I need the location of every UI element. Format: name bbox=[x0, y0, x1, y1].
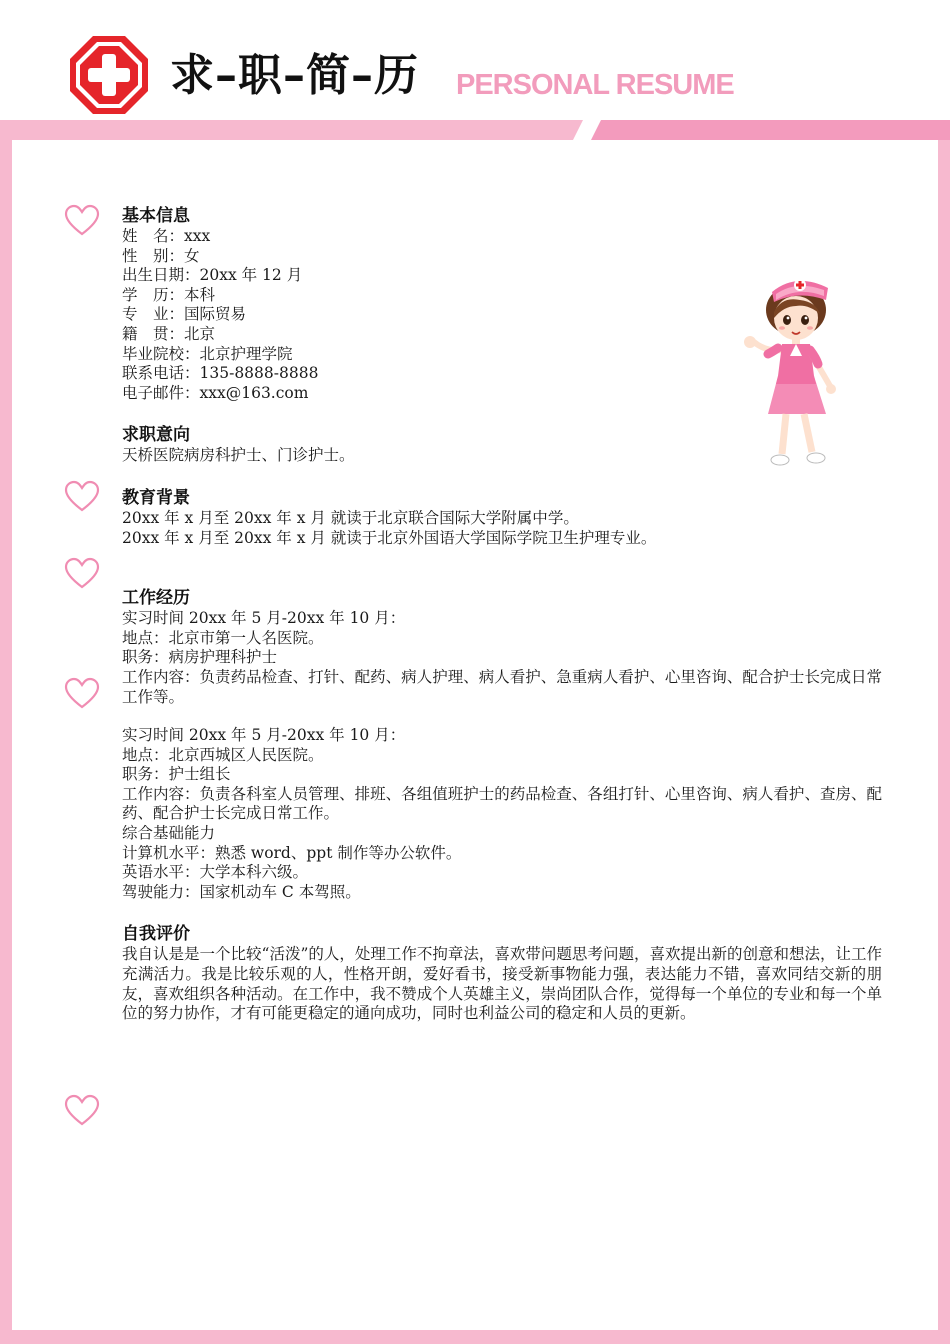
header-band bbox=[0, 120, 950, 140]
job1-period: 实习时间 20xx 年 5 月-20xx 年 10 月： bbox=[122, 609, 406, 628]
intent-text: 天桥医院病房科护士、门诊护士。 bbox=[122, 446, 355, 465]
section-title: 自我评价 bbox=[122, 924, 190, 945]
info-phone: 联系电话：135-8888-8888 bbox=[122, 364, 319, 383]
job2-period: 实习时间 20xx 年 5 月-20xx 年 10 月： bbox=[122, 726, 406, 745]
heart-icon bbox=[64, 557, 100, 589]
section-basic-info bbox=[122, 205, 882, 403]
section-title: 教育背景 bbox=[122, 487, 190, 508]
job1-place: 地点：北京市第一人名医院。 bbox=[122, 628, 324, 647]
skill-driving: 驾驶能力：国家机动车 C 本驾照。 bbox=[122, 882, 361, 901]
job2-place: 地点：北京西城区人民医院。 bbox=[122, 745, 324, 764]
resume-content bbox=[122, 205, 882, 1024]
info-hometown: 籍 贯：北京 bbox=[122, 324, 216, 343]
info-name: 姓 名：xxx bbox=[122, 227, 211, 245]
info-gender: 性 别：女 bbox=[122, 246, 200, 265]
section-title: 工作经历 bbox=[122, 588, 190, 609]
section-education bbox=[122, 487, 882, 548]
section-title: 求职意向 bbox=[122, 425, 190, 446]
heart-icon bbox=[64, 677, 100, 709]
skill-computer: 计算机水平：熟悉 word、ppt 制作等办公软件。 bbox=[122, 843, 462, 862]
frame-right bbox=[938, 140, 950, 1344]
resume-header bbox=[0, 0, 950, 120]
skill-english: 英语水平：大学本科六级。 bbox=[122, 863, 309, 882]
info-school: 毕业院校：北京护理学院 bbox=[122, 344, 293, 363]
page-subtitle: PERSONAL RESUME bbox=[456, 69, 734, 101]
job2-role: 职务：护士组长 bbox=[122, 765, 231, 784]
frame-left bbox=[0, 140, 12, 1344]
section-title: 基本信息 bbox=[122, 206, 190, 226]
frame-bottom bbox=[0, 1330, 950, 1344]
info-email: 电子邮件：xxx@163.com bbox=[122, 383, 309, 402]
self-evaluation-text: 我自认是是一个比较“活泼”的人，处理工作不拘章法，喜欢带问题思考问题，喜欢提出新的创意和想法，让工作充满活力。我是比较乐观的人，性格开朗，爱好看书，接受新事物能力强，表达能力不错，喜欢同结交新的朋友，喜欢组织各种活动。在工作中，我不赞成个人英雄主义，崇尚团队合作，觉得每一个单位的专业和每一个单位的努力协作，才有可能更稳定的通向成功，同时也利益公司的稳定和人员的更新。 bbox=[122, 945, 882, 1023]
page-title: 求–职–简–历 bbox=[170, 50, 419, 101]
education-line: 20xx 年 x 月至 20xx 年 x 月 就读于北京外国语大学国际学院卫生护理专业。 bbox=[122, 528, 657, 547]
section-self-evaluation bbox=[122, 923, 882, 1023]
info-degree: 学 历：本科 bbox=[122, 285, 216, 304]
info-birth: 出生日期：20xx 年 12 月 bbox=[122, 266, 303, 285]
job2-duty: 工作内容：负责各科室人员管理、排班、各组值班护士的药品检查、各组打针、心里咨询、病人看护、查房、配药、配合护士长完成日常工作。 bbox=[122, 784, 882, 823]
heart-icon bbox=[64, 1094, 100, 1126]
job1-role: 职务：病房护理科护士 bbox=[122, 648, 278, 667]
section-job-intent bbox=[122, 424, 882, 466]
heart-icon bbox=[64, 204, 100, 236]
info-major: 专 业：国际贸易 bbox=[122, 305, 247, 324]
heart-icon bbox=[64, 480, 100, 512]
education-line: 20xx 年 x 月至 20xx 年 x 月 就读于北京联合国际大学附属中学。 bbox=[122, 508, 579, 527]
section-work bbox=[122, 587, 882, 902]
medical-cross-icon bbox=[70, 36, 148, 114]
job1-duty: 工作内容：负责药品检查、打针、配药、病人护理、病人看护、急重病人看护、心里咨询、配合护士长完成日常工作等。 bbox=[122, 667, 882, 706]
skills-title: 综合基础能力 bbox=[122, 824, 216, 843]
